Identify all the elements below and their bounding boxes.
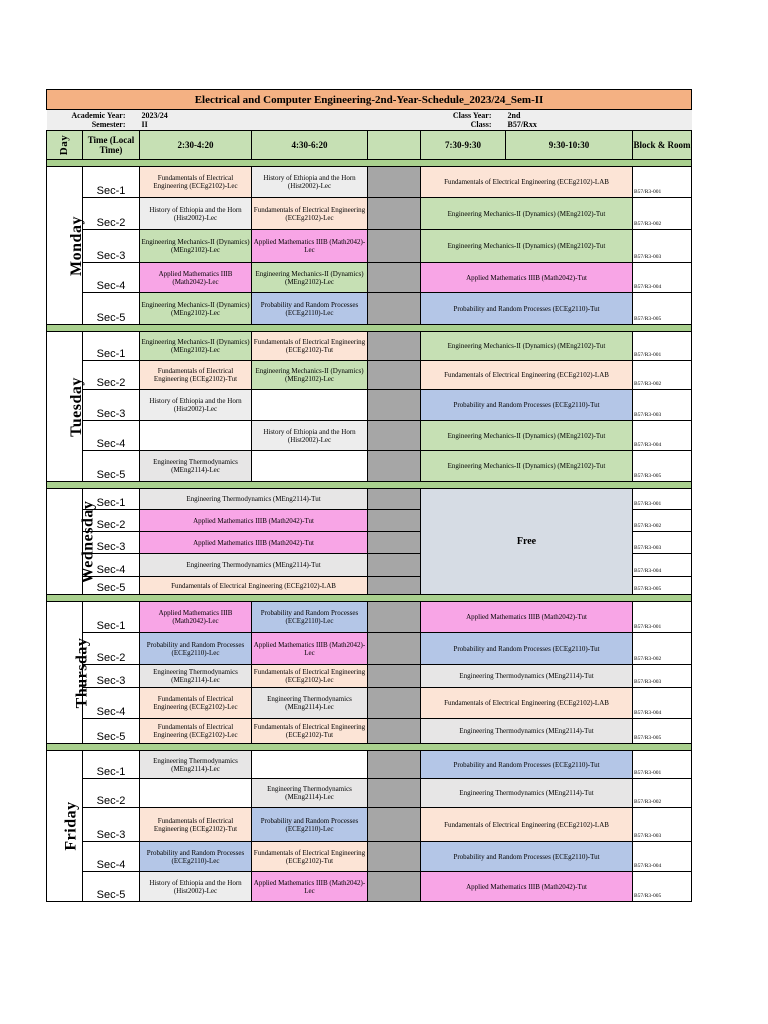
section-label: Sec-5 — [83, 872, 140, 902]
filler-cell — [368, 510, 421, 532]
evening-cell: Engineering Thermodynamics (MEng2114)-Tut — [421, 665, 633, 688]
schedule-title: Electrical and Computer Engineering-2nd-Year-Schedule_2023/24_Sem-II — [47, 90, 692, 110]
header-day: Day — [47, 131, 83, 160]
class-cell: Fundamentals of Electrical Engineering (ECEg2102)-Tut — [140, 808, 252, 842]
class-cell: Applied Mathematics IIIB (Math2042)-Lec — [252, 230, 368, 263]
room-cell: B57/R3-005 — [633, 577, 692, 595]
class-year-value: 2nd — [507, 111, 521, 120]
evening-cell: Applied Mathematics IIIB (Math2042)-Tut — [421, 872, 633, 902]
class-cell: Fundamentals of Electrical Engineering (ECEg2102)-Lec — [140, 719, 252, 744]
class-value: B57/Rxx — [507, 120, 537, 129]
section-label: Sec-1 — [83, 602, 140, 633]
section-label: Sec-3 — [83, 808, 140, 842]
evening-cell: Probability and Random Processes (ECEg2110)-Tut — [421, 390, 633, 421]
section-label: Sec-5 — [83, 293, 140, 325]
room-cell: B57/R3-002 — [633, 510, 692, 532]
section-label: Sec-2 — [83, 633, 140, 665]
day-label-tuesday — [47, 332, 83, 482]
room-cell: B57/R3-001 — [633, 751, 692, 779]
section-label: Sec-5 — [83, 451, 140, 482]
class-cell: Fundamentals of Electrical Engineering (ECEg2102)-Tut — [140, 361, 252, 390]
filler-cell — [368, 198, 421, 230]
filler-cell — [368, 489, 421, 510]
filler-cell — [368, 665, 421, 688]
evening-cell: Fundamentals of Electrical Engineering (ECEg2102)-LAB — [421, 808, 633, 842]
schedule-row — [47, 665, 692, 688]
filler-cell — [368, 602, 421, 633]
schedule-row — [47, 602, 692, 633]
section-label: Sec-2 — [83, 198, 140, 230]
section-label: Sec-1 — [83, 751, 140, 779]
room-cell: B57/R3-004 — [633, 688, 692, 719]
room-cell: B57/R3-001 — [633, 602, 692, 633]
class-cell: Fundamentals of Electrical Engineering (ECEg2102)-Tut — [252, 842, 368, 872]
class-cell: Fundamentals of Electrical Engineering (ECEg2102)-Lec — [252, 665, 368, 688]
filler-cell — [368, 808, 421, 842]
header-slot3 — [368, 131, 421, 160]
day-separator — [47, 595, 692, 602]
schedule-row — [47, 361, 692, 390]
class-cell: Engineering Thermodynamics (MEng2114)-Lec — [140, 451, 252, 482]
class-cell: Engineering Thermodynamics (MEng2114)-Tut — [140, 554, 368, 577]
room-cell: B57/R3-002 — [633, 633, 692, 665]
filler-cell — [368, 230, 421, 263]
day-name: Monday — [67, 215, 85, 276]
class-cell: Fundamentals of Electrical Engineering (ECEg2102)-Tut — [252, 719, 368, 744]
header-slot1: 2:30-4:20 — [140, 131, 252, 160]
class-year-label: Class Year: — [452, 111, 492, 120]
day-label-thursday — [47, 602, 91, 744]
filler-cell — [368, 751, 421, 779]
filler-cell — [368, 332, 421, 361]
room-cell: B57/R3-005 — [633, 872, 692, 902]
schedule-row — [47, 293, 692, 325]
day-name: Wednesday — [79, 500, 97, 583]
class-cell: Applied Mathematics IIIB (Math2042)-Lec — [252, 872, 368, 902]
class-cell: Applied Mathematics IIIB (Math2042)-Lec — [252, 633, 368, 665]
room-cell: B57/R3-005 — [633, 719, 692, 744]
class-cell: Engineering Mechanics-II (Dynamics) (MEng2102)-Lec — [252, 361, 368, 390]
room-cell: B57/R3-003 — [633, 665, 692, 688]
schedule-row — [47, 842, 692, 872]
class-cell: Engineering Mechanics-II (Dynamics) (MEng2102)-Lec — [140, 293, 252, 325]
room-cell: B57/R3-003 — [633, 808, 692, 842]
day-name: Thursday — [73, 637, 91, 708]
filler-cell — [368, 719, 421, 744]
filler-cell — [368, 361, 421, 390]
evening-cell: Engineering Mechanics-II (Dynamics) (MEng2102)-Tut — [421, 421, 633, 451]
section-label: Sec-4 — [83, 688, 140, 719]
class-cell: Probability and Random Processes (ECEg2110)-Lec — [252, 602, 368, 633]
info-left-values — [140, 110, 368, 131]
filler-cell — [368, 263, 421, 293]
schedule-row — [47, 633, 692, 665]
info-right-values — [506, 110, 692, 131]
class-cell: History of Ethiopia and the Horn (Hist2002)-Lec — [252, 421, 368, 451]
filler-cell — [368, 451, 421, 482]
room-cell: B57/R3-004 — [633, 263, 692, 293]
schedule-row — [47, 872, 692, 902]
day-name: Tuesday — [67, 376, 85, 437]
evening-cell: Probability and Random Processes (ECEg2110)-Tut — [421, 842, 633, 872]
evening-cell: Engineering Thermodynamics (MEng2114)-Tut — [421, 779, 633, 808]
section-label: Sec-5 — [83, 577, 140, 595]
filler-cell — [368, 421, 421, 451]
class-cell: Engineering Thermodynamics (MEng2114)-Lec — [140, 751, 252, 779]
evening-cell: Fundamentals of Electrical Engineering (ECEg2102)-LAB — [421, 167, 633, 198]
evening-cell: Engineering Mechanics-II (Dynamics) (MEng2102)-Tut — [421, 451, 633, 482]
day-label-friday — [47, 751, 83, 902]
section-label: Sec-3 — [83, 532, 140, 554]
header-slot4: 7:30-9:30 — [421, 131, 506, 160]
room-cell: B57/R3-005 — [633, 293, 692, 325]
class-cell: Fundamentals of Electrical Engineering (ECEg2102)-Tut — [252, 332, 368, 361]
class-cell: Applied Mathematics IIIB (Math2042)-Tut — [140, 510, 368, 532]
room-cell: B57/R3-005 — [633, 451, 692, 482]
evening-cell: Engineering Mechanics-II (Dynamics) (MEng2102)-Tut — [421, 230, 633, 263]
filler-cell — [368, 577, 421, 595]
section-label: Sec-4 — [83, 263, 140, 293]
schedule-row — [47, 751, 692, 779]
evening-cell: Engineering Mechanics-II (Dynamics) (MEng2102)-Tut — [421, 198, 633, 230]
section-label: Sec-3 — [83, 665, 140, 688]
header-time: Time (Local Time) — [83, 131, 140, 160]
header-slot5: 9:30-10:30 — [506, 131, 633, 160]
day-separator — [47, 744, 692, 751]
class-cell: Applied Mathematics IIIB (Math2042)-Tut — [140, 532, 368, 554]
class-cell: Engineering Thermodynamics (MEng2114)-Lec — [252, 688, 368, 719]
filler-cell — [368, 293, 421, 325]
schedule-row — [47, 421, 692, 451]
class-cell: Probability and Random Processes (ECEg2110)-Lec — [252, 808, 368, 842]
room-cell: B57/R3-001 — [633, 489, 692, 510]
room-cell: B57/R3-003 — [633, 532, 692, 554]
section-label: Sec-2 — [83, 779, 140, 808]
day-separator — [47, 325, 692, 332]
filler-cell — [368, 633, 421, 665]
evening-cell: Fundamentals of Electrical Engineering (ECEg2102)-LAB — [421, 688, 633, 719]
info-left-labels — [47, 110, 140, 131]
schedule-sheet — [46, 89, 691, 902]
academic-year-label: Academic Year: — [71, 111, 126, 120]
class-cell — [252, 451, 368, 482]
semester-label: Semester: — [91, 120, 126, 129]
room-cell: B57/R3-001 — [633, 167, 692, 198]
class-cell: Probability and Random Processes (ECEg2110)-Lec — [140, 633, 252, 665]
section-label: Sec-4 — [83, 842, 140, 872]
class-cell: Engineering Mechanics-II (Dynamics) (MEng2102)-Lec — [140, 332, 252, 361]
day-label-monday — [47, 167, 83, 325]
evening-cell: Probability and Random Processes (ECEg2110)-Tut — [421, 751, 633, 779]
day-separator — [47, 160, 692, 167]
class-cell: Engineering Thermodynamics (MEng2114)-Tut — [140, 489, 368, 510]
room-cell: B57/R3-004 — [633, 842, 692, 872]
schedule-table — [46, 89, 692, 902]
evening-cell: Probability and Random Processes (ECEg2110)-Tut — [421, 293, 633, 325]
room-cell: B57/R3-004 — [633, 554, 692, 577]
section-label: Sec-4 — [83, 554, 140, 577]
semester-value: II — [141, 120, 148, 129]
day-name: Friday — [62, 801, 80, 851]
class-cell: History of Ethiopia and the Horn (Hist2002)-Lec — [252, 167, 368, 198]
schedule-row — [47, 332, 692, 361]
class-cell: Engineering Thermodynamics (MEng2114)-Lec — [252, 779, 368, 808]
info-right-labels — [368, 110, 506, 131]
class-cell: Applied Mathematics IIIB (Math2042)-Lec — [140, 602, 252, 633]
room-cell: B57/R3-001 — [633, 332, 692, 361]
room-cell: B57/R3-003 — [633, 390, 692, 421]
class-cell: History of Ethiopia and the Horn (Hist2002)-Lec — [140, 390, 252, 421]
section-label: Sec-2 — [83, 510, 140, 532]
academic-year-value: 2023/24 — [141, 111, 168, 120]
section-label: Sec-2 — [83, 361, 140, 390]
header-slot2: 4:30-6:20 — [252, 131, 368, 160]
class-cell — [252, 390, 368, 421]
evening-cell: Engineering Mechanics-II (Dynamics) (MEng2102)-Tut — [421, 332, 633, 361]
schedule-row — [47, 263, 692, 293]
section-label: Sec-3 — [83, 230, 140, 263]
schedule-row — [47, 451, 692, 482]
class-cell: Fundamentals of Electrical Engineering (ECEg2102)-Lec — [140, 167, 252, 198]
class-cell — [140, 421, 252, 451]
section-label: Sec-5 — [83, 719, 140, 744]
day-label-wednesday — [47, 489, 97, 595]
class-cell: Engineering Mechanics-II (Dynamics) (MEng2102)-Lec — [140, 230, 252, 263]
schedule-row — [47, 198, 692, 230]
evening-cell: Fundamentals of Electrical Engineering (ECEg2102)-LAB — [421, 361, 633, 390]
day-separator — [47, 482, 692, 489]
filler-cell — [368, 390, 421, 421]
class-cell: History of Ethiopia and the Horn (Hist2002)-Lec — [140, 872, 252, 902]
class-cell: Engineering Mechanics-II (Dynamics) (MEng2102)-Lec — [252, 263, 368, 293]
free-cell: Free — [421, 489, 633, 595]
schedule-row — [47, 808, 692, 842]
section-label: Sec-1 — [83, 489, 140, 510]
header-room: Block & Room — [633, 131, 692, 160]
filler-cell — [368, 688, 421, 719]
filler-cell — [368, 167, 421, 198]
schedule-row — [47, 167, 692, 198]
filler-cell — [368, 872, 421, 902]
section-label: Sec-1 — [83, 332, 140, 361]
schedule-row — [47, 230, 692, 263]
schedule-row — [47, 688, 692, 719]
class-cell: Engineering Thermodynamics (MEng2114)-Lec — [140, 665, 252, 688]
class-cell — [252, 751, 368, 779]
class-cell: Probability and Random Processes (ECEg2110)-Lec — [140, 842, 252, 872]
class-cell: Fundamentals of Electrical Engineering (ECEg2102)-Lec — [252, 198, 368, 230]
filler-cell — [368, 842, 421, 872]
class-cell — [140, 779, 252, 808]
class-cell: Applied Mathematics IIIB (Math2042)-Lec — [140, 263, 252, 293]
room-cell: B57/R3-002 — [633, 361, 692, 390]
filler-cell — [368, 532, 421, 554]
class-cell: Fundamentals of Electrical Engineering (ECEg2102)-Lec — [140, 688, 252, 719]
class-label: Class: — [470, 120, 492, 129]
class-cell: History of Ethiopia and the Horn (Hist2002)-Lec — [140, 198, 252, 230]
class-cell: Probability and Random Processes (ECEg2110)-Lec — [252, 293, 368, 325]
room-cell: B57/R3-002 — [633, 198, 692, 230]
schedule-row — [47, 719, 692, 744]
schedule-row — [47, 489, 692, 510]
evening-cell: Probability and Random Processes (ECEg2110)-Tut — [421, 633, 633, 665]
section-label: Sec-1 — [83, 167, 140, 198]
filler-cell — [368, 554, 421, 577]
room-cell: B57/R3-002 — [633, 779, 692, 808]
class-cell: Fundamentals of Electrical Engineering (ECEg2102)-LAB — [140, 577, 368, 595]
evening-cell: Applied Mathematics IIIB (Math2042)-Tut — [421, 602, 633, 633]
section-label: Sec-3 — [83, 390, 140, 421]
evening-cell: Applied Mathematics IIIB (Math2042)-Tut — [421, 263, 633, 293]
evening-cell: Engineering Thermodynamics (MEng2114)-Tut — [421, 719, 633, 744]
room-cell: B57/R3-004 — [633, 421, 692, 451]
section-label: Sec-4 — [83, 421, 140, 451]
schedule-row — [47, 779, 692, 808]
room-cell: B57/R3-003 — [633, 230, 692, 263]
filler-cell — [368, 779, 421, 808]
schedule-row — [47, 390, 692, 421]
